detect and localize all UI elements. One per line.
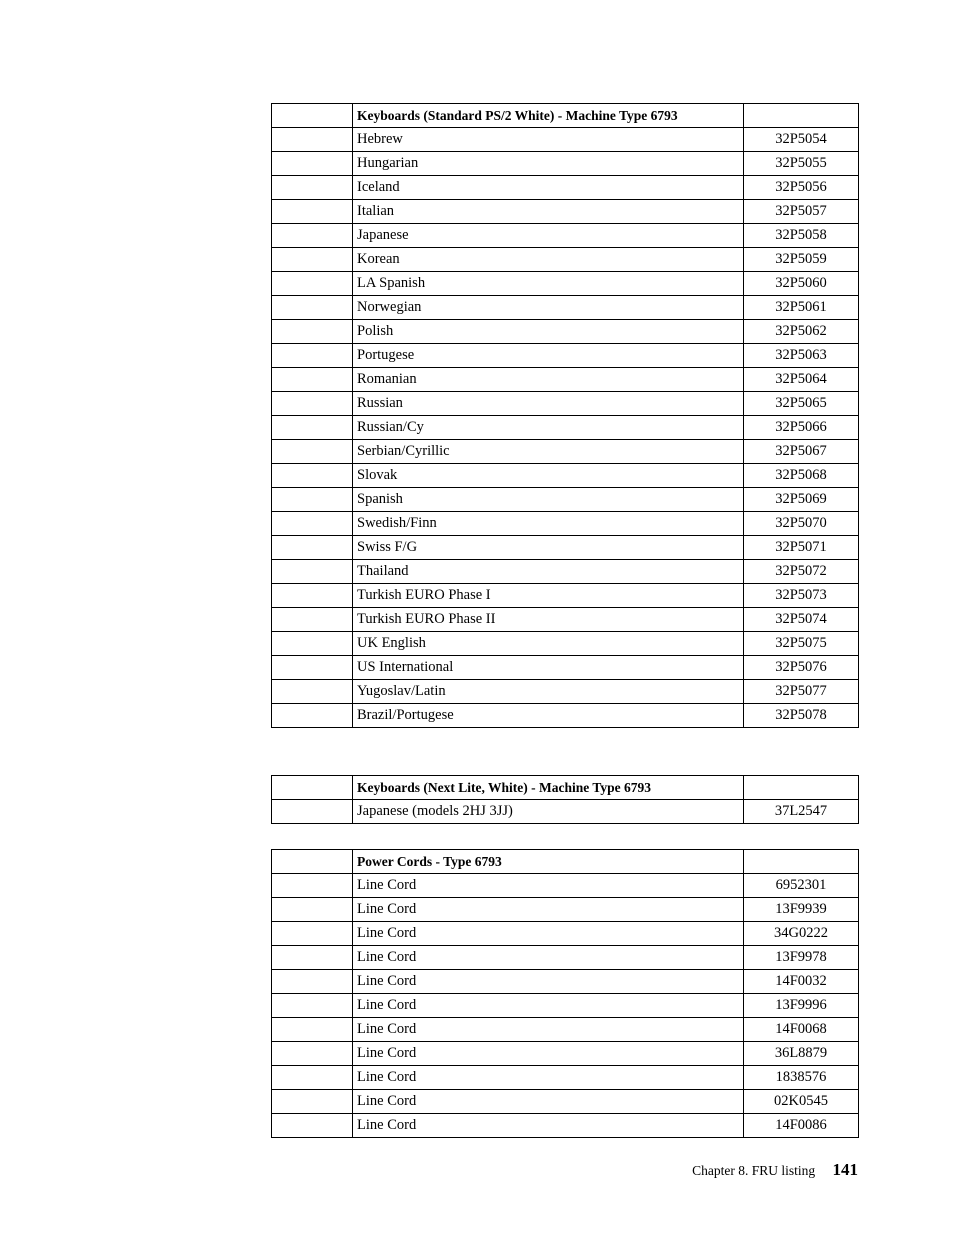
description-cell: Line Cord bbox=[353, 874, 744, 898]
table-row bbox=[272, 704, 859, 728]
part-number-cell: 32P5076 bbox=[744, 656, 859, 680]
index-cell bbox=[272, 272, 353, 296]
table-row bbox=[272, 970, 859, 994]
description-cell: Hungarian bbox=[353, 152, 744, 176]
part-number-cell: 32P5073 bbox=[744, 584, 859, 608]
table-row bbox=[272, 488, 859, 512]
description-cell: Turkish EURO Phase I bbox=[353, 584, 744, 608]
index-cell bbox=[272, 320, 353, 344]
part-number-cell: 32P5066 bbox=[744, 416, 859, 440]
table-row bbox=[272, 224, 859, 248]
index-cell bbox=[272, 922, 353, 946]
part-number-cell: 32P5065 bbox=[744, 392, 859, 416]
index-cell bbox=[272, 128, 353, 152]
description-cell: Japanese bbox=[353, 224, 744, 248]
part-number-cell: 32P5061 bbox=[744, 296, 859, 320]
description-cell: UK English bbox=[353, 632, 744, 656]
description-cell: Italian bbox=[353, 200, 744, 224]
part-number-cell: 6952301 bbox=[744, 874, 859, 898]
table-header-title: Power Cords - Type 6793 bbox=[353, 850, 744, 874]
description-cell: Russian/Cy bbox=[353, 416, 744, 440]
index-cell bbox=[272, 994, 353, 1018]
index-cell bbox=[272, 776, 353, 800]
description-cell: Swiss F/G bbox=[353, 536, 744, 560]
table-row bbox=[272, 416, 859, 440]
part-number-cell: 32P5062 bbox=[744, 320, 859, 344]
index-cell bbox=[272, 874, 353, 898]
table-row bbox=[272, 946, 859, 970]
table-row bbox=[272, 656, 859, 680]
table-row bbox=[272, 200, 859, 224]
index-cell bbox=[272, 970, 353, 994]
index-cell bbox=[272, 152, 353, 176]
table-row bbox=[272, 464, 859, 488]
page-number: 141 bbox=[832, 1160, 858, 1179]
description-cell: Romanian bbox=[353, 368, 744, 392]
description-cell: Line Cord bbox=[353, 1018, 744, 1042]
index-cell bbox=[272, 800, 353, 824]
description-cell: Yugoslav/Latin bbox=[353, 680, 744, 704]
table-row bbox=[272, 176, 859, 200]
part-number-cell: 32P5060 bbox=[744, 272, 859, 296]
index-cell bbox=[272, 392, 353, 416]
part-number-header bbox=[744, 776, 859, 800]
part-number-cell: 32P5072 bbox=[744, 560, 859, 584]
table-row bbox=[272, 320, 859, 344]
part-number-cell: 32P5075 bbox=[744, 632, 859, 656]
description-cell: Line Cord bbox=[353, 946, 744, 970]
table-row bbox=[272, 680, 859, 704]
index-cell bbox=[272, 344, 353, 368]
index-cell bbox=[272, 1066, 353, 1090]
index-cell bbox=[272, 464, 353, 488]
index-cell bbox=[272, 512, 353, 536]
description-cell: Line Cord bbox=[353, 898, 744, 922]
keyboards-ps2-table bbox=[271, 103, 859, 728]
part-number-cell: 32P5078 bbox=[744, 704, 859, 728]
part-number-cell: 32P5074 bbox=[744, 608, 859, 632]
chapter-title: Chapter 8. FRU listing bbox=[692, 1163, 816, 1178]
part-number-cell: 13F9978 bbox=[744, 946, 859, 970]
index-cell bbox=[272, 488, 353, 512]
part-number-cell: 32P5055 bbox=[744, 152, 859, 176]
table-header-row bbox=[272, 104, 859, 128]
table-row bbox=[272, 994, 859, 1018]
description-cell: Swedish/Finn bbox=[353, 512, 744, 536]
table-row bbox=[272, 632, 859, 656]
part-number-cell: 32P5056 bbox=[744, 176, 859, 200]
description-cell: Brazil/Portugese bbox=[353, 704, 744, 728]
description-cell: Japanese (models 2HJ 3JJ) bbox=[353, 800, 744, 824]
table-row bbox=[272, 344, 859, 368]
table-row bbox=[272, 922, 859, 946]
table-row bbox=[272, 874, 859, 898]
description-cell: Iceland bbox=[353, 176, 744, 200]
part-number-cell: 14F0032 bbox=[744, 970, 859, 994]
power-cords-table bbox=[271, 849, 859, 1138]
table-row bbox=[272, 608, 859, 632]
index-cell bbox=[272, 680, 353, 704]
table-row bbox=[272, 1042, 859, 1066]
part-number-header bbox=[744, 850, 859, 874]
index-cell bbox=[272, 946, 353, 970]
index-cell bbox=[272, 1018, 353, 1042]
part-number-cell: 37L2547 bbox=[744, 800, 859, 824]
index-cell bbox=[272, 440, 353, 464]
description-cell: Line Cord bbox=[353, 1066, 744, 1090]
description-cell: Line Cord bbox=[353, 922, 744, 946]
table-row bbox=[272, 440, 859, 464]
index-cell bbox=[272, 560, 353, 584]
table-row bbox=[272, 152, 859, 176]
index-cell bbox=[272, 368, 353, 392]
part-number-cell: 14F0068 bbox=[744, 1018, 859, 1042]
part-number-header bbox=[744, 104, 859, 128]
table-row bbox=[272, 1018, 859, 1042]
table-row bbox=[272, 800, 859, 824]
part-number-cell: 32P5057 bbox=[744, 200, 859, 224]
part-number-cell: 36L8879 bbox=[744, 1042, 859, 1066]
index-cell bbox=[272, 656, 353, 680]
index-cell bbox=[272, 704, 353, 728]
description-cell: Portugese bbox=[353, 344, 744, 368]
part-number-cell: 02K0545 bbox=[744, 1090, 859, 1114]
index-cell bbox=[272, 248, 353, 272]
table-row bbox=[272, 1066, 859, 1090]
description-cell: Norwegian bbox=[353, 296, 744, 320]
description-cell: Turkish EURO Phase II bbox=[353, 608, 744, 632]
index-cell bbox=[272, 1090, 353, 1114]
index-cell bbox=[272, 536, 353, 560]
part-number-cell: 32P5064 bbox=[744, 368, 859, 392]
table-row bbox=[272, 272, 859, 296]
part-number-cell: 32P5077 bbox=[744, 680, 859, 704]
description-cell: US International bbox=[353, 656, 744, 680]
part-number-cell: 32P5054 bbox=[744, 128, 859, 152]
table-row bbox=[272, 584, 859, 608]
table-header-title: Keyboards (Standard PS/2 White) - Machine Type 6793 bbox=[353, 104, 744, 128]
index-cell bbox=[272, 104, 353, 128]
part-number-cell: 1838576 bbox=[744, 1066, 859, 1090]
table-row bbox=[272, 898, 859, 922]
part-number-cell: 14F0086 bbox=[744, 1114, 859, 1138]
part-number-cell: 32P5058 bbox=[744, 224, 859, 248]
table-row bbox=[272, 512, 859, 536]
table-row bbox=[272, 296, 859, 320]
table-header-title: Keyboards (Next Lite, White) - Machine Type 6793 bbox=[353, 776, 744, 800]
part-number-cell: 32P5063 bbox=[744, 344, 859, 368]
index-cell bbox=[272, 1114, 353, 1138]
index-cell bbox=[272, 632, 353, 656]
index-cell bbox=[272, 416, 353, 440]
part-number-cell: 32P5059 bbox=[744, 248, 859, 272]
description-cell: LA Spanish bbox=[353, 272, 744, 296]
index-cell bbox=[272, 1042, 353, 1066]
table-row bbox=[272, 248, 859, 272]
part-number-cell: 32P5070 bbox=[744, 512, 859, 536]
part-number-cell: 32P5068 bbox=[744, 464, 859, 488]
index-cell bbox=[272, 296, 353, 320]
table-row bbox=[272, 392, 859, 416]
description-cell: Russian bbox=[353, 392, 744, 416]
description-cell: Spanish bbox=[353, 488, 744, 512]
description-cell: Line Cord bbox=[353, 1090, 744, 1114]
description-cell: Hebrew bbox=[353, 128, 744, 152]
table-header-row bbox=[272, 850, 859, 874]
description-cell: Polish bbox=[353, 320, 744, 344]
index-cell bbox=[272, 850, 353, 874]
table-row bbox=[272, 1090, 859, 1114]
page-footer bbox=[692, 1160, 858, 1180]
description-cell: Thailand bbox=[353, 560, 744, 584]
index-cell bbox=[272, 608, 353, 632]
part-number-cell: 34G0222 bbox=[744, 922, 859, 946]
table-header-row bbox=[272, 776, 859, 800]
description-cell: Korean bbox=[353, 248, 744, 272]
table-row bbox=[272, 560, 859, 584]
description-cell: Line Cord bbox=[353, 970, 744, 994]
index-cell bbox=[272, 176, 353, 200]
index-cell bbox=[272, 584, 353, 608]
description-cell: Line Cord bbox=[353, 994, 744, 1018]
description-cell: Line Cord bbox=[353, 1114, 744, 1138]
part-number-cell: 13F9996 bbox=[744, 994, 859, 1018]
index-cell bbox=[272, 898, 353, 922]
table-row bbox=[272, 368, 859, 392]
table-row bbox=[272, 1114, 859, 1138]
keyboards-next-lite-table bbox=[271, 775, 859, 824]
description-cell: Line Cord bbox=[353, 1042, 744, 1066]
part-number-cell: 32P5071 bbox=[744, 536, 859, 560]
index-cell bbox=[272, 224, 353, 248]
part-number-cell: 32P5067 bbox=[744, 440, 859, 464]
part-number-cell: 32P5069 bbox=[744, 488, 859, 512]
table-row bbox=[272, 128, 859, 152]
description-cell: Slovak bbox=[353, 464, 744, 488]
part-number-cell: 13F9939 bbox=[744, 898, 859, 922]
description-cell: Serbian/Cyrillic bbox=[353, 440, 744, 464]
index-cell bbox=[272, 200, 353, 224]
table-row bbox=[272, 536, 859, 560]
